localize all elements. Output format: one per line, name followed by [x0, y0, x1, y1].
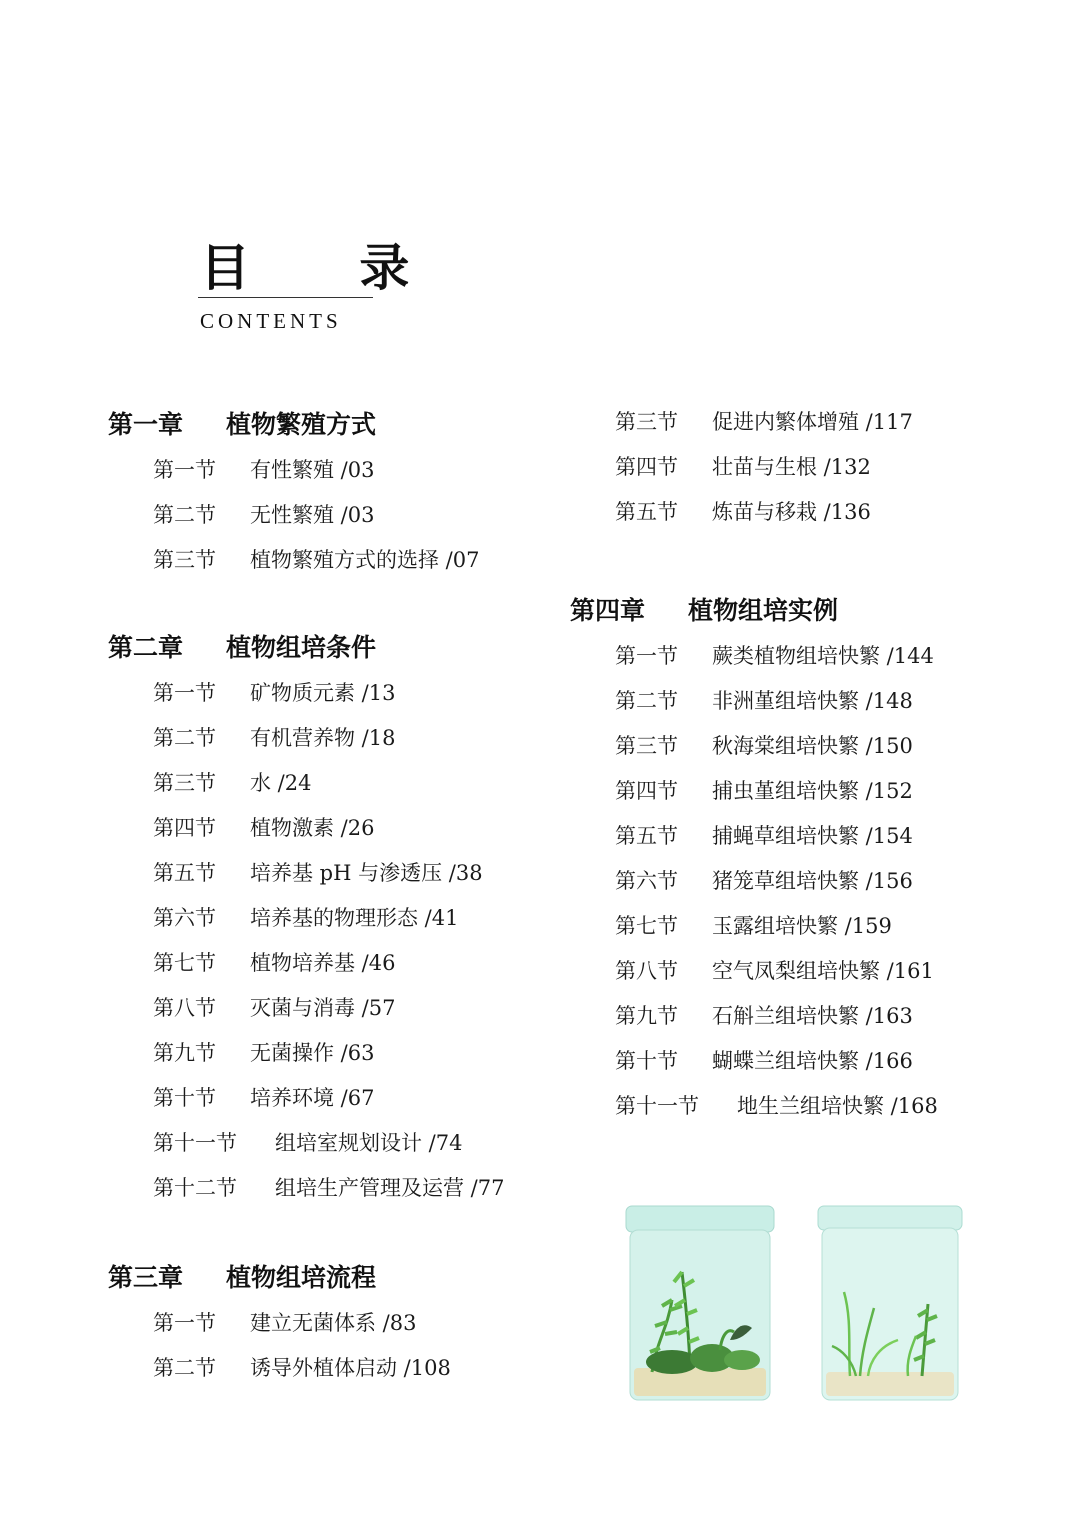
toc-entry[interactable] — [108, 986, 568, 1031]
section-title: 无菌操作 /63 — [250, 1041, 375, 1065]
section-title: 促进内繁体增殖 /117 — [712, 410, 913, 434]
section-number: 第十节 — [153, 1086, 216, 1110]
section-number: 第八节 — [615, 959, 678, 983]
section-title: 组培室规划设计 /74 — [275, 1131, 463, 1155]
section-title: 捕蝇草组培快繁 /154 — [712, 824, 913, 848]
section-number: 第二节 — [153, 503, 216, 527]
toc-entry[interactable] — [570, 1039, 1030, 1084]
section-number: 第七节 — [153, 951, 216, 975]
toc-entry[interactable] — [570, 859, 1030, 904]
section-title: 玉露组培快繁 /159 — [712, 914, 892, 938]
section-number: 第十一节 — [615, 1094, 699, 1118]
section-number: 第八节 — [153, 996, 216, 1020]
section-number: 第一节 — [615, 644, 678, 668]
section-title: 培养基 pH 与渗透压 /38 — [250, 861, 483, 885]
section-number: 第二节 — [153, 726, 216, 750]
page-title: 目 录 — [200, 239, 456, 297]
toc-entry[interactable] — [108, 896, 568, 941]
section-title: 壮苗与生根 /132 — [712, 455, 871, 479]
section-title: 地生兰组培快繁 /168 — [737, 1094, 938, 1118]
section-number: 第三节 — [153, 548, 216, 572]
section-title: 植物激素 /26 — [250, 816, 375, 840]
section-title: 建立无菌体系 /83 — [250, 1311, 417, 1335]
toc-entry[interactable] — [570, 400, 1030, 445]
section-number: 第二节 — [615, 689, 678, 713]
chapter-number: 第四章 — [570, 596, 646, 625]
section-number: 第六节 — [153, 906, 216, 930]
toc-entry[interactable] — [108, 761, 568, 806]
section-title: 石斛兰组培快繁 /163 — [712, 1004, 913, 1028]
chapter-heading[interactable] — [108, 402, 568, 448]
section-title: 灭菌与消毒 /57 — [250, 996, 396, 1020]
chapter-gap — [108, 583, 568, 625]
section-title: 诱导外植体启动 /108 — [250, 1356, 451, 1380]
toc-entry[interactable] — [108, 1346, 568, 1391]
chapter-number: 第三章 — [108, 1263, 184, 1292]
toc-entry[interactable] — [570, 994, 1030, 1039]
section-title: 有机营养物 /18 — [250, 726, 396, 750]
chapter-number: 第一章 — [108, 410, 184, 439]
chapter-heading[interactable] — [108, 625, 568, 671]
culture-jar-left — [626, 1206, 774, 1400]
chapter-heading[interactable] — [570, 588, 1030, 634]
section-number: 第二节 — [153, 1356, 216, 1380]
section-title: 秋海棠组培快繁 /150 — [712, 734, 913, 758]
section-title: 有性繁殖 /03 — [250, 458, 375, 482]
toc-entry[interactable] — [570, 949, 1030, 994]
toc-entry[interactable] — [108, 1031, 568, 1076]
chapter-title: 植物组培条件 — [226, 633, 377, 662]
section-title: 炼苗与移栽 /136 — [712, 500, 871, 524]
section-number: 第三节 — [615, 734, 678, 758]
section-number: 第十一节 — [153, 1131, 237, 1155]
section-number: 第七节 — [615, 914, 678, 938]
chapter-gap — [108, 1211, 568, 1255]
section-title: 水 /24 — [250, 771, 312, 795]
section-title: 组培生产管理及运营 /77 — [275, 1176, 505, 1200]
section-title: 非洲堇组培快繁 /148 — [712, 689, 913, 713]
toc-entry[interactable] — [108, 806, 568, 851]
chapter-title: 植物组培流程 — [226, 1263, 377, 1292]
section-title: 蕨类植物组培快繁 /144 — [712, 644, 934, 668]
chapter-title: 植物组培实例 — [688, 596, 839, 625]
toc-entry[interactable] — [108, 671, 568, 716]
toc-entry[interactable] — [570, 679, 1030, 724]
section-title: 无性繁殖 /03 — [250, 503, 375, 527]
section-number: 第三节 — [615, 410, 678, 434]
section-number: 第六节 — [615, 869, 678, 893]
toc-entry[interactable] — [108, 1166, 568, 1211]
section-number: 第五节 — [615, 824, 678, 848]
toc-entry[interactable] — [108, 851, 568, 896]
section-title: 矿物质元素 /13 — [250, 681, 396, 705]
section-title: 植物培养基 /46 — [250, 951, 396, 975]
section-number: 第九节 — [615, 1004, 678, 1028]
section-number: 第十节 — [615, 1049, 678, 1073]
section-number: 第四节 — [153, 816, 216, 840]
section-number: 第四节 — [615, 779, 678, 803]
section-title: 植物繁殖方式的选择 /07 — [250, 548, 480, 572]
toc-entry[interactable] — [570, 445, 1030, 490]
chapter-heading[interactable] — [108, 1255, 568, 1301]
title-divider — [198, 297, 373, 298]
toc-entry[interactable] — [108, 941, 568, 986]
section-number: 第五节 — [615, 500, 678, 524]
toc-entry[interactable] — [570, 490, 1030, 535]
section-title: 猪笼草组培快繁 /156 — [712, 869, 913, 893]
section-title: 捕虫堇组培快繁 /152 — [712, 779, 913, 803]
toc-left-column — [108, 402, 568, 1391]
toc-right-column — [570, 400, 1030, 1129]
chapter-title: 植物繁殖方式 — [226, 410, 377, 439]
chapter-number: 第二章 — [108, 633, 184, 662]
toc-entry[interactable] — [570, 1084, 1030, 1129]
toc-entry[interactable] — [108, 1121, 568, 1166]
toc-entry[interactable] — [570, 904, 1030, 949]
toc-entry[interactable] — [108, 716, 568, 761]
toc-entry[interactable] — [570, 769, 1030, 814]
section-number: 第三节 — [153, 771, 216, 795]
section-title: 培养环境 /67 — [250, 1086, 375, 1110]
toc-entry[interactable] — [570, 814, 1030, 859]
toc-entry[interactable] — [570, 634, 1030, 679]
section-number: 第一节 — [153, 681, 216, 705]
page-subtitle: CONTENTS — [200, 309, 342, 333]
chapter-gap — [570, 535, 1030, 588]
toc-entry[interactable] — [108, 538, 568, 583]
section-number: 第一节 — [153, 1311, 216, 1335]
section-number: 第五节 — [153, 861, 216, 885]
toc-entry[interactable] — [108, 1076, 568, 1121]
section-title: 空气凤梨组培快繁 /161 — [712, 959, 934, 983]
toc-entry[interactable] — [108, 493, 568, 538]
tissue-culture-jars-image — [612, 1200, 972, 1410]
section-title: 培养基的物理形态 /41 — [250, 906, 459, 930]
section-title: 蝴蝶兰组培快繁 /166 — [712, 1049, 913, 1073]
toc-entry[interactable] — [108, 1301, 568, 1346]
section-number: 第九节 — [153, 1041, 216, 1065]
section-number: 第四节 — [615, 455, 678, 479]
culture-jar-right — [818, 1206, 962, 1400]
section-number: 第十二节 — [153, 1176, 237, 1200]
section-number: 第一节 — [153, 458, 216, 482]
toc-entry[interactable] — [108, 448, 568, 493]
toc-entry[interactable] — [570, 724, 1030, 769]
